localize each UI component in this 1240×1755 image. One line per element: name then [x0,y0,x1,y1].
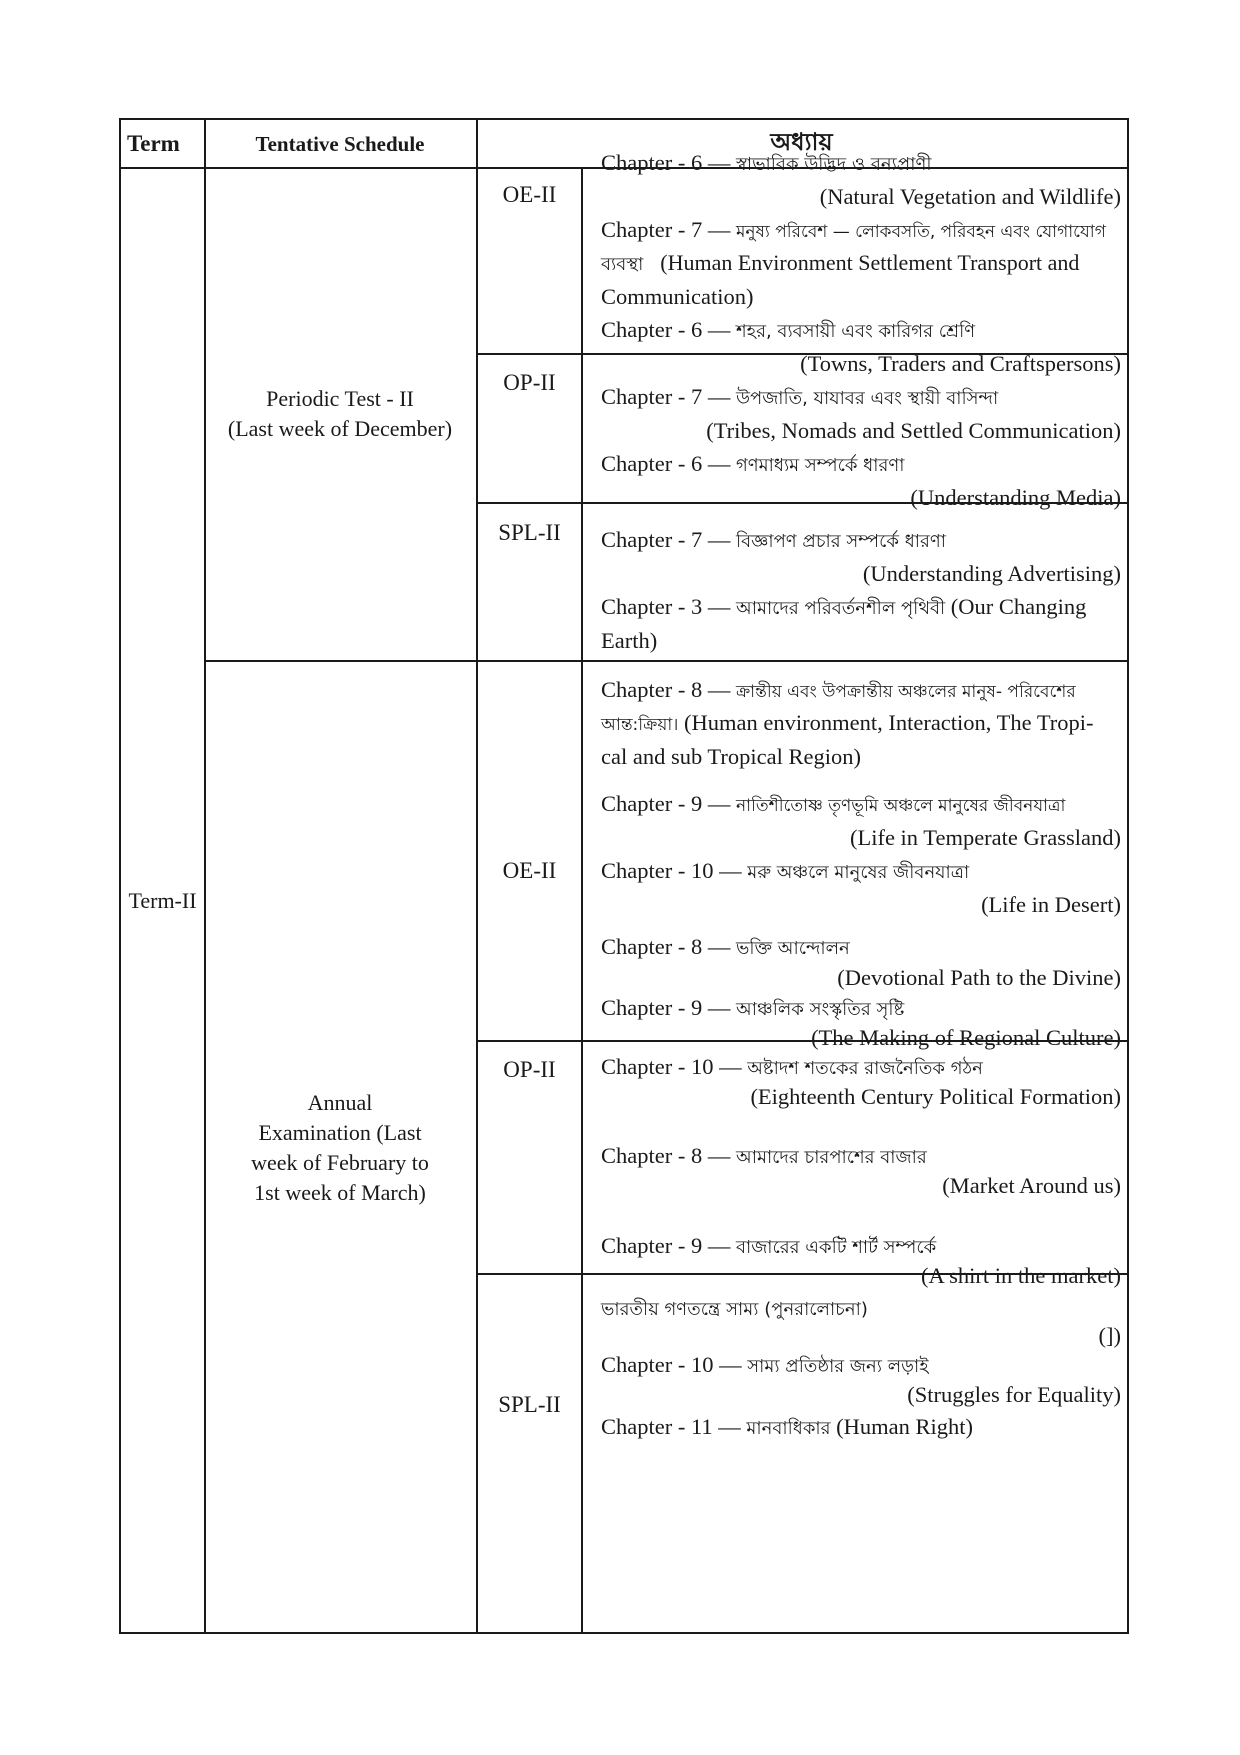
schedule-annual-line4: 1st week of March) [254,1180,426,1205]
chapter-line: Chapter - 6 — স্বাভাবিক উদ্ভিদ ও বন্যপ্রাণী [601,150,932,175]
chapter-english-title: Earth) [601,628,658,653]
header-schedule: Tentative Schedule [255,131,425,156]
chapter-english-title: cal and sub Tropical Region) [601,744,861,769]
term-label [121,168,204,1634]
chapter-line: আন্ত:ক্রিয়া। (Human environment, Interaction, The Tropi- [601,710,1094,735]
term-label-text: Term-II [128,888,197,913]
chapter-english-title: (Understanding Advertising) [862,561,1121,586]
chapter-line: Chapter - 8 — ভক্তি আন্দোলন [601,934,850,959]
chapter-english-title: (Market Around us) [942,1173,1121,1198]
chapter-line: Chapter - 10 — সাম্য প্রতিষ্ঠার জন্য লড়াই [601,1352,929,1377]
syllabus-table [119,118,1129,1634]
chapter-english-title: (]) [1098,1323,1121,1348]
schedule-annual [204,662,476,1634]
chapter-line: Chapter - 6 — গণমাধ্যম সম্পর্কে ধারণা [601,451,905,476]
chapter-line: Chapter - 7 — বিজ্ঞাপণ প্রচার সম্পর্কে ধারণা [601,527,947,552]
schedule-annual-line3: week of February to [251,1150,429,1175]
chapter-line: ব্যবস্থা (Human Environment Settlement Transport and [601,250,1080,275]
chapter-line: Chapter - 11 — মানবাধিকার (Human Right) [601,1414,974,1439]
schedule-periodic-test [204,168,476,660]
schedule-periodic-line1: Periodic Test - II [266,386,414,411]
chapter-line: Chapter - 8 — ক্রান্তীয় এবং উপক্রান্তীয় অঞ্চলের মানুষ- পরিবেশের [601,677,1076,702]
chapter-english-title: (Devotional Path to the Divine) [837,965,1121,990]
subject-code: OE-II [502,858,557,883]
chapter-english-title: Communication) [601,284,754,309]
header-term: Term [127,131,180,156]
schedule-annual-line1: Annual [307,1090,373,1115]
subject-code: SPL-II [498,1392,561,1417]
chapter-line: Chapter - 6 — শহর, ব্যবসায়ী এবং কারিগর শ্রেণি [601,317,976,342]
chapter-line: Chapter - 9 — আঞ্চলিক সংস্কৃতির সৃষ্টি [601,995,905,1020]
chapter-line: Chapter - 9 — নাতিশীতোষ্ণ তৃণভূমি অঞ্চলে মানুষের জীবনযাত্রা [601,791,1066,816]
chapter-english-title: (Struggles for Equality) [907,1382,1121,1407]
chapter-english-title: (Life in Temperate Grassland) [849,825,1121,850]
chapter-line: Chapter - 8 — আমাদের চারপাশের বাজার [601,1143,927,1168]
subject-code: OP-II [503,1057,556,1082]
chapter-english-title: (The Making of Regional Culture) [811,1025,1121,1050]
header-chapter: অধ্যায় [770,128,833,156]
subject-code: OP-II [503,370,556,395]
subject-code: OE-II [502,182,557,207]
chapter-line: Chapter - 7 — মনুষ্য পরিবেশ — লোকবসতি, পরিবহন এবং যোগাযোগ [601,217,1106,242]
chapter-line: ভারতীয় গণতন্ত্রে সাম্য (পুনরালোচনা) [601,1299,868,1320]
chapter-english-title: (Towns, Traders and Craftspersons) [800,351,1121,376]
chapter-english-title: (Natural Vegetation and Wildlife) [819,184,1121,209]
chapter-english-title: (Tribes, Nomads and Settled Communication) [706,418,1121,443]
chapter-english-title: (Life in Desert) [981,892,1121,917]
chapter-line: Chapter - 9 — বাজারের একটি শার্ট সম্পর্কে [601,1233,937,1258]
schedule-periodic-line2: (Last week of December) [227,416,453,441]
chapter-english-title: (Understanding Media) [910,485,1121,510]
chapter-line: Chapter - 10 — অষ্টাদশ শতকের রাজনৈতিক গঠন [601,1054,983,1079]
subject-code: SPL-II [498,520,561,545]
chapter-line: Chapter - 10 — মরু অঞ্চলে মানুষের জীবনযাত্রা [601,858,970,883]
chapter-line: Chapter - 7 — উপজাতি, যাযাবর এবং স্থায়ী বাসিন্দা [601,384,999,409]
chapter-english-title: (Eighteenth Century Political Formation) [750,1084,1121,1109]
chapter-line: Chapter - 3 — আমাদের পরিবর্তনশীল পৃথিবী (Our Changing [601,594,1087,619]
chapter-english-title: (A shirt in the market) [921,1263,1121,1288]
schedule-annual-line2: Examination (Last [258,1120,422,1145]
